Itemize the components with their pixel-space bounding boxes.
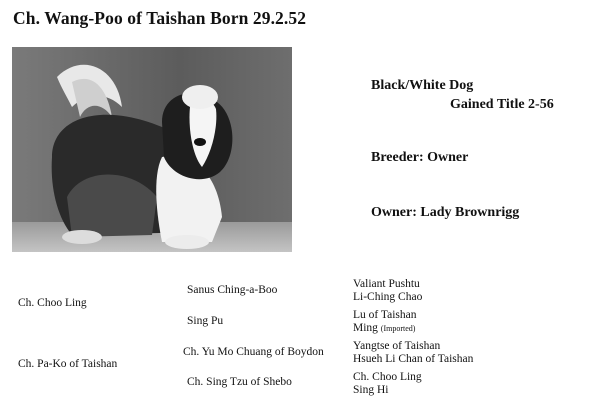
pedigree-sire-dam: Sing Pu (187, 315, 224, 327)
dog-photo-illustration (12, 47, 292, 252)
pedigree-sire-sire: Sanus Ching-a-Boo (187, 284, 278, 296)
breeder: Breeder: Owner (371, 150, 469, 165)
dog-photo (12, 47, 292, 252)
pedigree-ggp: Li-Ching Chao (353, 291, 423, 303)
pedigree-sire: Ch. Choo Ling (18, 297, 87, 309)
page-title: Ch. Wang-Poo of Taishan Born 29.2.52 (13, 8, 307, 28)
pedigree-ggp: Hsueh Li Chan of Taishan (353, 353, 474, 365)
pedigree-ggp: Ming (Imported) (353, 322, 416, 334)
pedigree-ggp: Ch. Choo Ling (353, 371, 422, 383)
imported-note: (Imported) (380, 324, 416, 333)
pedigree-ggp: Yangtse of Taishan (353, 340, 441, 352)
title-gained: Gained Title 2-56 (450, 97, 554, 112)
pedigree-dam: Ch. Pa-Ko of Taishan (18, 358, 118, 370)
pedigree-ggp: Lu of Taishan (353, 309, 417, 321)
pedigree-ggp: Sing Hi (353, 384, 389, 396)
pedigree-dam-dam: Ch. Sing Tzu of Shebo (187, 376, 292, 388)
owner: Owner: Lady Brownrigg (371, 205, 520, 220)
pedigree-ggp: Valiant Pushtu (353, 278, 420, 290)
pedigree-dam-sire: Ch. Yu Mo Chuang of Boydon (183, 346, 324, 358)
color-sex: Black/White Dog (371, 78, 474, 93)
